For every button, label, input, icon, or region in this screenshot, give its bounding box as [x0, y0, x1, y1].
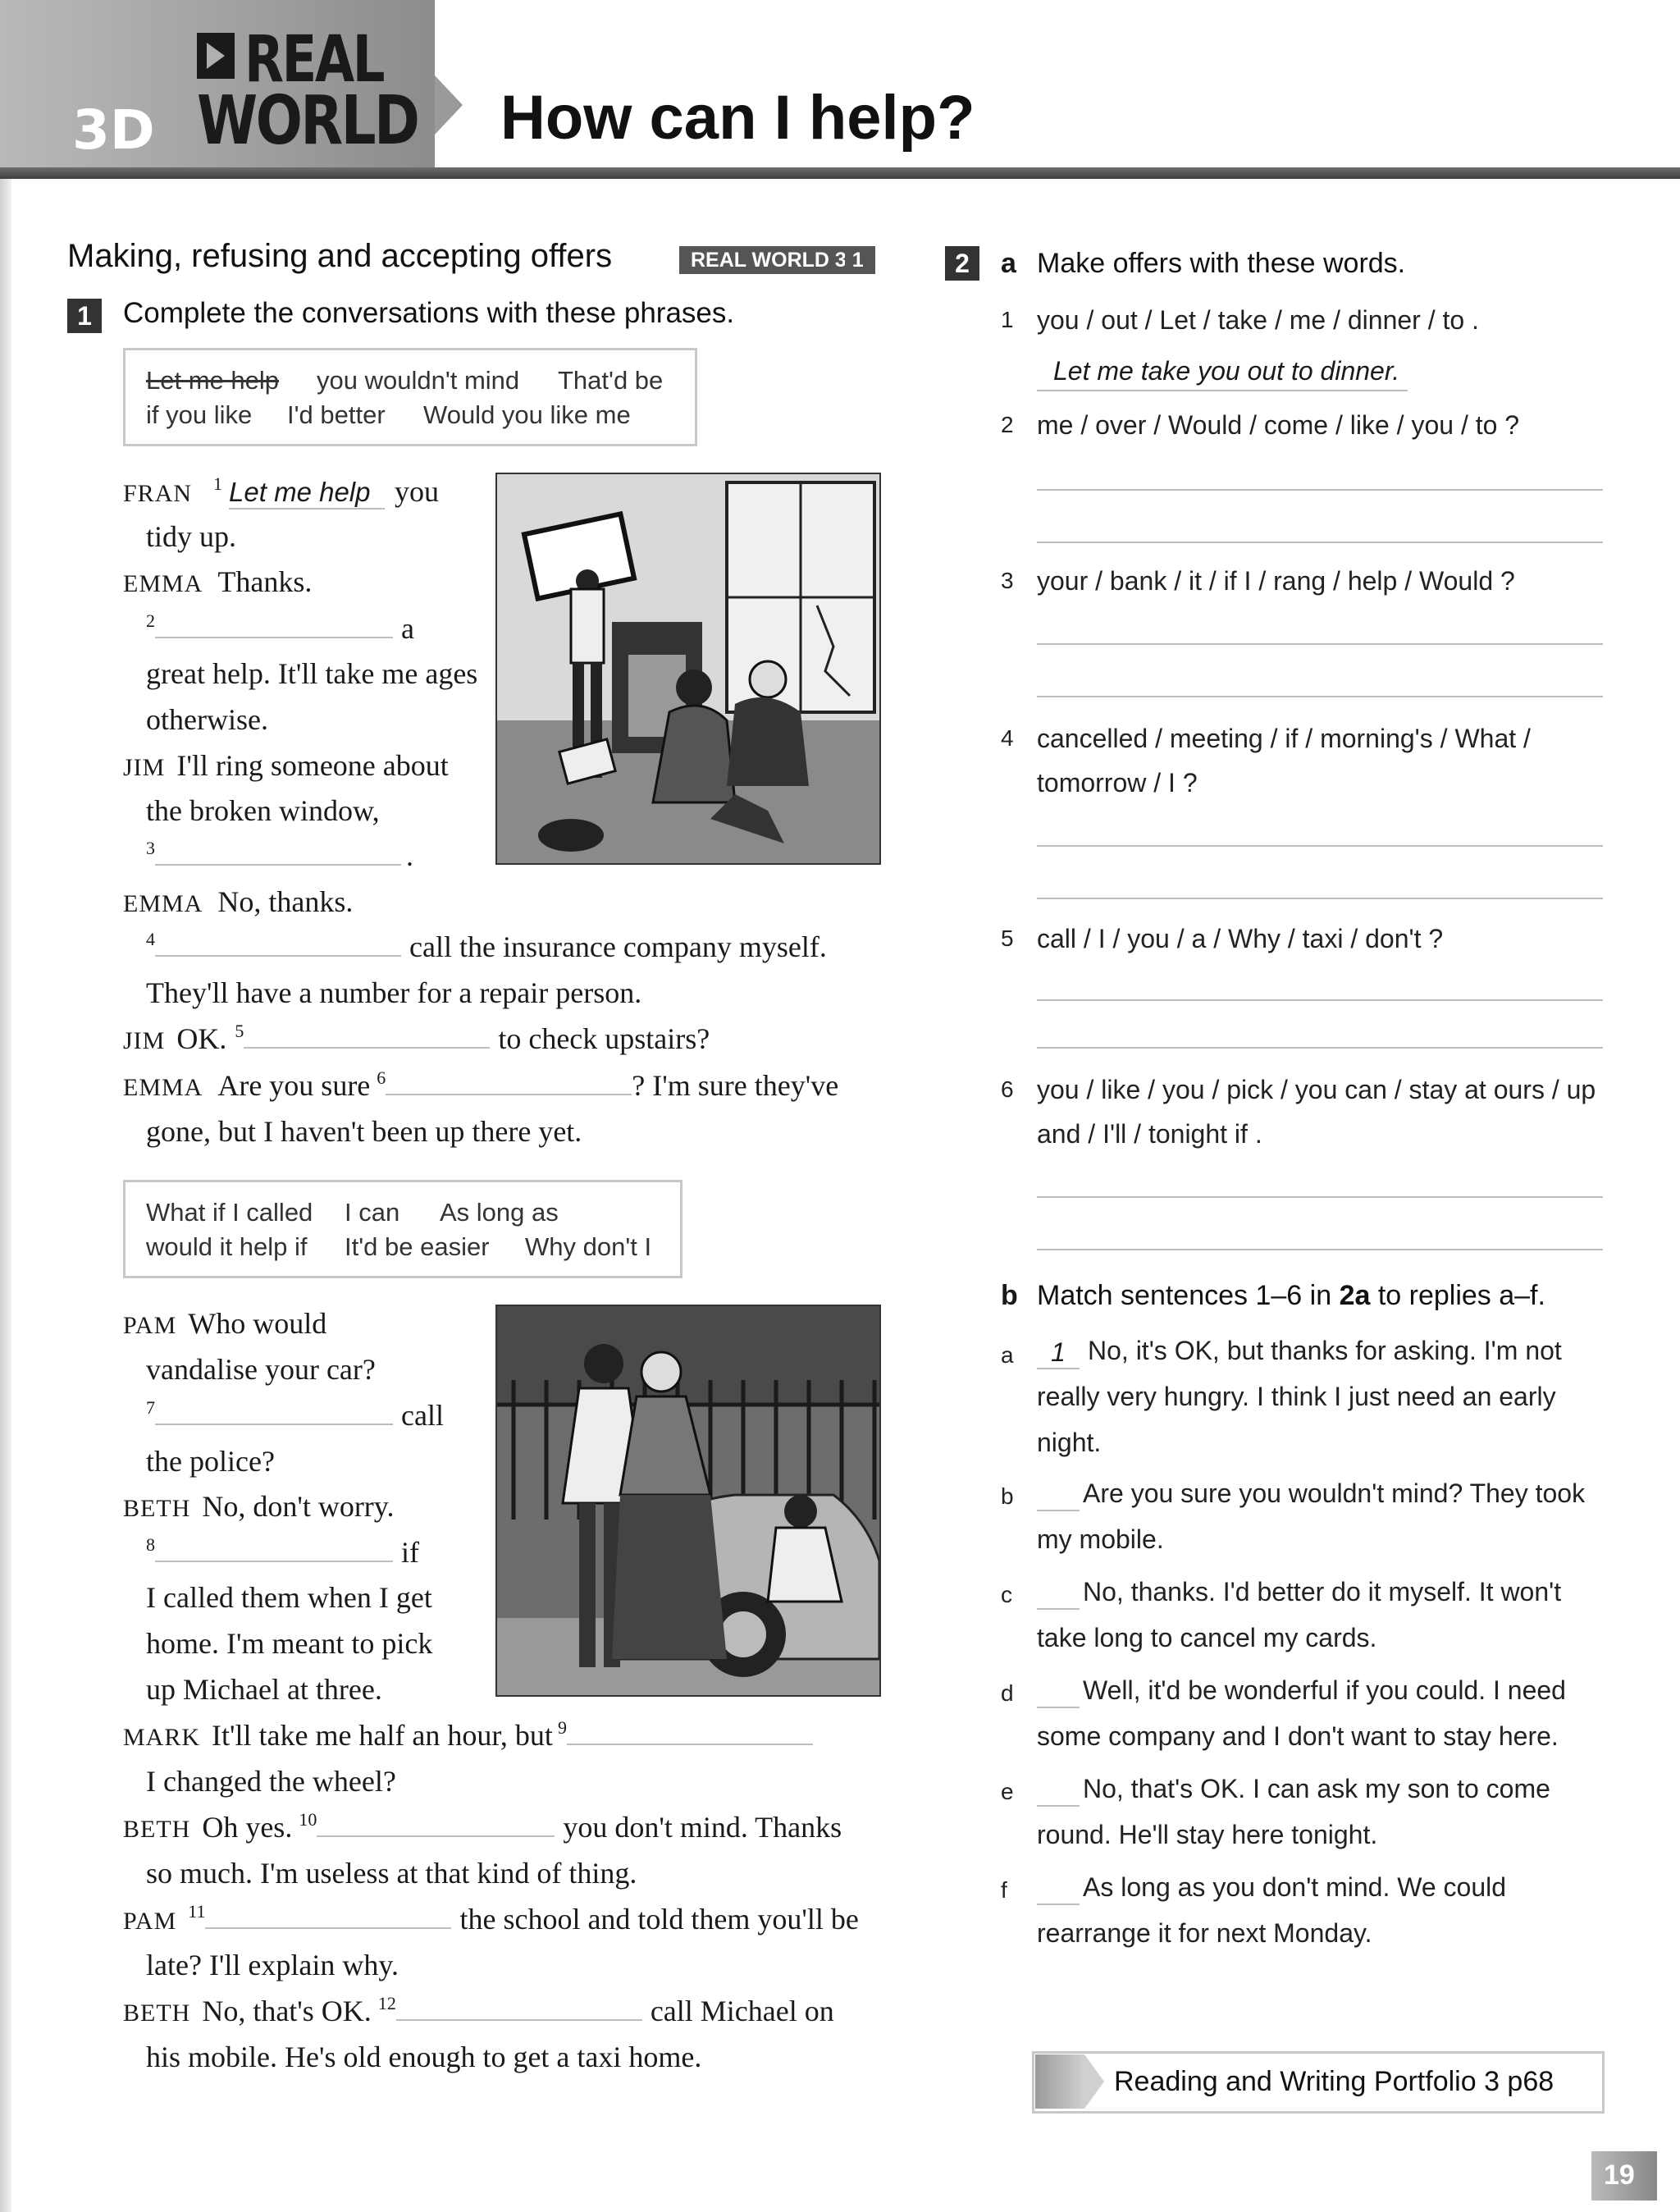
answer-line[interactable] [1037, 696, 1603, 697]
item-number: 6 [1001, 1076, 1014, 1102]
speaker-name: PAM [123, 1908, 177, 1935]
answer-line[interactable] [1037, 845, 1603, 847]
item-text: me / over / Would / come / like / you / to ? [1037, 410, 1520, 440]
page-number: 19 [1604, 2159, 1635, 2191]
gap-number: 5 [235, 1021, 244, 1041]
reply-text: some company and I don't want to stay here. [1037, 1721, 1559, 1751]
dialogue-text: call [401, 1399, 444, 1432]
answer-line[interactable] [1037, 1196, 1603, 1198]
answer-line[interactable] [1037, 898, 1603, 899]
reply-answer-line[interactable] [1037, 1904, 1080, 1905]
dialogue-line [146, 611, 414, 646]
speaker-name: EMMA [123, 890, 203, 917]
gap-line[interactable] [396, 2019, 642, 2021]
reply-text: No, it's OK, but thanks for asking. I'm not [1088, 1336, 1562, 1365]
phrase-word: It'd be easier [345, 1232, 490, 1261]
gap-line[interactable] [155, 1424, 393, 1425]
exercise-2a-instruction: Make offers with these words. [1037, 248, 1406, 279]
gap-line[interactable] [155, 864, 401, 866]
dialogue-text: It'll take me half an hour, but [212, 1719, 553, 1752]
dialogue-text: No, thanks. [217, 885, 354, 918]
dialogue-line [146, 839, 413, 873]
dialogue-text: late? I'll explain why. [146, 1949, 399, 1981]
dialogue-text: I'll ring someone about [176, 749, 449, 782]
item-text: call / I / you / a / Why / taxi / don't ? [1037, 924, 1444, 953]
phrase-word: Would you like me [423, 400, 631, 429]
dialogue-text: up Michael at three. [146, 1673, 382, 1706]
answer-line[interactable] [1037, 1249, 1603, 1250]
speaker-name: MARK [123, 1724, 201, 1751]
item-text: and / I'll / tonight if . [1037, 1119, 1262, 1149]
dialogue-text: you [395, 475, 440, 508]
answer-line[interactable] [1037, 999, 1603, 1001]
dialogue-text: call the insurance company myself. [409, 930, 827, 963]
dialogue-text: otherwise. [146, 703, 268, 736]
dialogue-text: They'll have a number for a repair person. [146, 976, 642, 1009]
exercise-2b-letter: b [1001, 1280, 1018, 1311]
dialogue-line [123, 474, 439, 510]
gap-line[interactable] [317, 1835, 555, 1837]
instruction-ref: 2a [1339, 1280, 1371, 1311]
reply-answer-line[interactable] [1037, 1805, 1080, 1807]
dialogue-text: gone, but I haven't been up there yet. [146, 1115, 582, 1148]
reply-letter: e [1001, 1779, 1014, 1804]
dialogue-line [146, 1535, 419, 1570]
gap-number: 10 [299, 1809, 317, 1830]
gap-number: 6 [377, 1067, 386, 1088]
illustration-drawing [497, 474, 879, 863]
dialogue-text: Oh yes. [202, 1811, 293, 1844]
reply-text: No, thanks. I'd better do it myself. It won't [1083, 1577, 1562, 1606]
gap-number: 12 [377, 1993, 396, 2013]
speaker-name: JIM [123, 754, 166, 781]
reply-text: really very hungry. I think I just need an early [1037, 1382, 1556, 1411]
gap-number: 1 [213, 473, 223, 494]
dialogue-line [146, 930, 827, 964]
dialogue-text: I changed the wheel? [146, 1765, 396, 1798]
reply-answer-line[interactable] [1037, 1707, 1080, 1708]
gap-line[interactable] [386, 1094, 632, 1095]
phrase-word: would it help if [146, 1232, 308, 1261]
phrase-word: I'd better [287, 400, 386, 429]
exercise-1-instruction: Complete the conversations with these phrases. [123, 297, 735, 329]
item-text: cancelled / meeting / if / morning's / What / [1037, 724, 1531, 753]
gap-number: 7 [146, 1397, 155, 1418]
dialogue-text: so much. I'm useless at that kind of thing. [146, 1857, 637, 1890]
dialogue-text: No, don't worry. [202, 1490, 395, 1523]
gap-number: 8 [146, 1534, 155, 1555]
gap-line[interactable] [155, 955, 401, 957]
reply-letter: b [1001, 1483, 1014, 1509]
item-text: you / like / you / pick / you can / stay at ours / up [1037, 1075, 1596, 1104]
dialogue-line [123, 1994, 834, 2028]
dialogue-line [146, 1398, 444, 1433]
reply-text: my mobile. [1037, 1524, 1164, 1554]
unit-number: 3D [72, 98, 155, 162]
reply-text: As long as you don't mind. We could [1083, 1872, 1507, 1902]
dialogue-text: the broken window, [146, 794, 380, 827]
portfolio-arrow-icon [1084, 2054, 1104, 2109]
dialogue-text: No, that's OK. [202, 1995, 372, 2027]
dialogue-text: his mobile. He's old enough to get a taxi home. [146, 2041, 702, 2073]
illustration-broken-window [495, 473, 881, 865]
dialogue-text: Are you sure [217, 1069, 371, 1102]
reply-letter: c [1001, 1582, 1012, 1607]
speaker-name: BETH [123, 1495, 191, 1522]
dialogue-text: you don't mind. Thanks [563, 1811, 842, 1844]
speaker-name: BETH [123, 1999, 191, 2027]
answer-line[interactable] [1037, 643, 1603, 645]
phrase-word: I can [345, 1198, 400, 1227]
gap-number: 9 [557, 1717, 567, 1738]
gap-answer: Let me help [229, 477, 385, 510]
reply-letter: d [1001, 1680, 1014, 1706]
dialogue-line [123, 748, 449, 783]
dialogue-line [123, 1021, 710, 1056]
dialogue-text: a [401, 612, 414, 645]
item-number: 5 [1001, 925, 1014, 951]
reply-answer-line[interactable] [1037, 1510, 1080, 1511]
dialogue-text: . [406, 839, 413, 872]
page-edge-shadow [0, 179, 11, 2212]
reply-text: round. He'll stay here tonight. [1037, 1820, 1378, 1849]
phrase-box-2 [123, 1180, 682, 1278]
illustration-car-wheel [495, 1305, 881, 1697]
exercise-2a-letter: a [1001, 248, 1016, 279]
phrase-word: As long as [440, 1198, 559, 1227]
answer-line[interactable] [1037, 489, 1603, 491]
reply-text: night. [1037, 1428, 1102, 1457]
gap-number: 4 [146, 929, 155, 949]
play-icon [197, 33, 235, 79]
instruction-text: to replies a–f. [1370, 1280, 1545, 1311]
section-title: Making, refusing and accepting offers [67, 238, 613, 274]
dialogue-line [123, 1902, 859, 1936]
exercise-2-number: 2 [945, 246, 979, 281]
dialogue-text: the school and told them you'll be [459, 1903, 859, 1936]
dialogue-text: home. I'm meant to pick [146, 1627, 433, 1660]
gap-number: 3 [146, 838, 155, 858]
dialogue-text: great help. It'll take me ages [146, 657, 478, 690]
dialogue-text: the police? [146, 1445, 275, 1478]
reply-text: take long to cancel my cards. [1037, 1623, 1377, 1652]
portfolio-tab [1035, 2054, 1084, 2109]
real-label: REAL [244, 23, 384, 97]
reply-text: No, that's OK. I can ask my son to come [1083, 1774, 1550, 1803]
gap-line[interactable] [244, 1047, 490, 1049]
speaker-name: EMMA [123, 570, 203, 597]
item-number: 4 [1001, 725, 1014, 751]
dialogue-text: ? I'm sure they've [632, 1069, 839, 1102]
dialogue-line [123, 1718, 813, 1753]
speaker-name: PAM [123, 1312, 177, 1339]
dialogue-text: tidy up. [146, 520, 237, 553]
answer-line[interactable] [1037, 542, 1603, 543]
dialogue-text: I called them when I get [146, 1581, 432, 1614]
dialogue-line [123, 1306, 326, 1341]
portfolio-reference[interactable]: Reading and Writing Portfolio 3 p68 [1114, 2066, 1554, 2097]
gap-number: 11 [188, 1901, 206, 1922]
real-world-tag: REAL WORLD 3.1 [679, 246, 875, 274]
reply-letter: f [1001, 1877, 1007, 1903]
phrase-word: you wouldn't mind [317, 366, 520, 395]
reply-letter: a [1001, 1342, 1014, 1368]
reply-text: Well, it'd be wonderful if you could. I need [1083, 1675, 1566, 1705]
illustration-drawing [497, 1306, 879, 1695]
phrase-word: Let me help [146, 366, 279, 395]
instruction-text: Match sentences 1–6 in [1037, 1280, 1340, 1311]
phrase-word: Why don't I [525, 1232, 652, 1261]
speaker-name: JIM [123, 1027, 166, 1054]
speaker-name: FRAN [123, 480, 193, 507]
gap-line[interactable] [155, 1561, 393, 1562]
header-arrow-icon [435, 75, 463, 135]
world-label: WORLD [197, 82, 418, 160]
dialogue-line [123, 1810, 842, 1844]
page-title: How can I help? [500, 83, 975, 153]
dialogue-line [123, 1068, 838, 1103]
reply-text: Are you sure you wouldn't mind? They took [1083, 1478, 1586, 1508]
item-text: your / bank / it / if I / rang / help / Would ? [1037, 566, 1515, 596]
dialogue-line [123, 564, 312, 599]
item-answer: Let me take you out to dinner. [1037, 356, 1408, 391]
speaker-name: BETH [123, 1816, 191, 1843]
gap-number: 2 [146, 610, 155, 631]
reply-text: rearrange it for next Monday. [1037, 1918, 1372, 1948]
phrase-word: That'd be [558, 366, 664, 395]
tag-arrow-icon [845, 246, 856, 274]
item-number: 1 [1001, 307, 1014, 332]
gap-line[interactable] [567, 1744, 813, 1745]
item-text: tomorrow / I ? [1037, 768, 1198, 798]
item-number: 3 [1001, 568, 1014, 593]
item-number: 2 [1001, 412, 1014, 437]
gap-line[interactable] [205, 1927, 451, 1929]
dialogue-text: if [401, 1536, 419, 1569]
dialogue-line [123, 884, 353, 919]
phrase-box-1 [123, 348, 697, 446]
exercise-1-number: 1 [67, 299, 102, 333]
speaker-name: EMMA [123, 1074, 203, 1101]
item-text: you / out / Let / take / me / dinner / to . [1037, 305, 1479, 335]
reply-answer-line[interactable] [1037, 1608, 1080, 1610]
dialogue-text: Thanks. [217, 565, 313, 598]
dialogue-text: OK. [176, 1022, 227, 1055]
dialogue-line [123, 1489, 394, 1524]
phrase-word: if you like [146, 400, 253, 429]
phrase-word: What if I called [146, 1198, 313, 1227]
dialogue-text: call Michael on [650, 1995, 834, 2027]
reply-answer[interactable]: 1 [1037, 1337, 1080, 1369]
dialogue-text: Who would [188, 1307, 327, 1340]
answer-line[interactable] [1037, 1047, 1603, 1049]
exercise-2b-instruction [1037, 1280, 1545, 1312]
header-divider [0, 167, 1680, 179]
dialogue-text: to check upstairs? [498, 1022, 710, 1055]
dialogue-text: vandalise your car? [146, 1353, 376, 1386]
gap-line[interactable] [155, 637, 393, 638]
